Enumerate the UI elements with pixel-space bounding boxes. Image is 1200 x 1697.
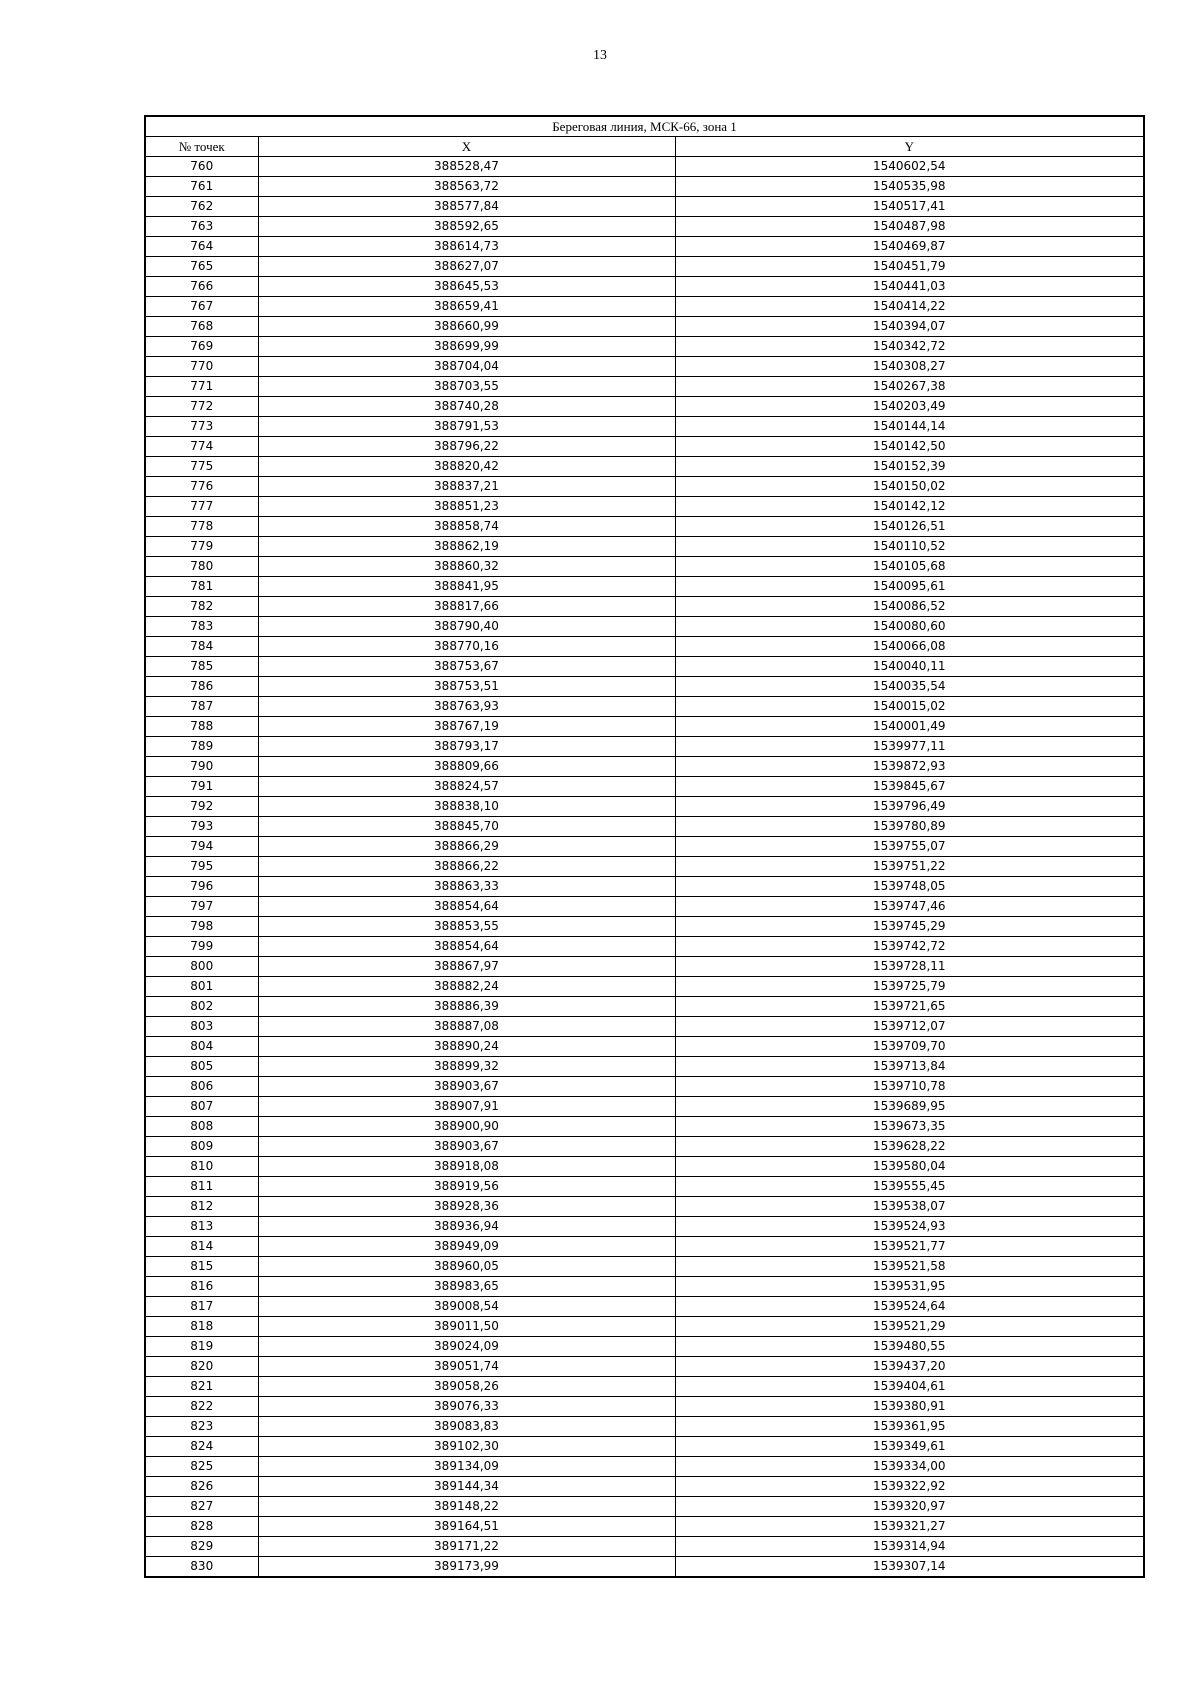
point-number-cell: 820 (145, 1357, 258, 1377)
y-coordinate-cell: 1540602,54 (675, 157, 1144, 177)
y-coordinate-cell: 1539742,72 (675, 937, 1144, 957)
point-number-cell: 784 (145, 637, 258, 657)
x-coordinate-cell: 389058,26 (258, 1377, 675, 1397)
point-number-cell: 764 (145, 237, 258, 257)
table-row (145, 1437, 1144, 1457)
point-number-cell: 825 (145, 1457, 258, 1477)
x-coordinate-cell: 388853,55 (258, 917, 675, 937)
y-coordinate-cell: 1539320,97 (675, 1497, 1144, 1517)
x-coordinate-cell: 388887,08 (258, 1017, 675, 1037)
point-number-cell: 782 (145, 597, 258, 617)
point-number-cell: 812 (145, 1197, 258, 1217)
x-coordinate-cell: 388886,39 (258, 997, 675, 1017)
y-coordinate-cell: 1539349,61 (675, 1437, 1144, 1457)
table-row (145, 1297, 1144, 1317)
y-coordinate-cell: 1540110,52 (675, 537, 1144, 557)
y-coordinate-cell: 1539531,95 (675, 1277, 1144, 1297)
point-number-cell: 792 (145, 797, 258, 817)
point-number-cell: 805 (145, 1057, 258, 1077)
y-coordinate-cell: 1539712,07 (675, 1017, 1144, 1037)
table-row (145, 1517, 1144, 1537)
point-number-cell: 806 (145, 1077, 258, 1097)
x-coordinate-cell: 388838,10 (258, 797, 675, 817)
table-row (145, 337, 1144, 357)
point-number-cell: 827 (145, 1497, 258, 1517)
y-coordinate-cell: 1539747,46 (675, 897, 1144, 917)
table-row (145, 637, 1144, 657)
table-row (145, 677, 1144, 697)
y-coordinate-cell: 1540469,87 (675, 237, 1144, 257)
point-number-cell: 830 (145, 1557, 258, 1578)
table-row (145, 1497, 1144, 1517)
point-number-cell: 769 (145, 337, 258, 357)
table-row (145, 277, 1144, 297)
point-number-cell: 790 (145, 757, 258, 777)
table-row (145, 657, 1144, 677)
coordinates-table (144, 115, 1145, 1578)
point-number-cell: 762 (145, 197, 258, 217)
x-coordinate-cell: 388862,19 (258, 537, 675, 557)
point-number-cell: 760 (145, 157, 258, 177)
table-row (145, 837, 1144, 857)
x-coordinate-cell: 388824,57 (258, 777, 675, 797)
y-coordinate-cell: 1539437,20 (675, 1357, 1144, 1377)
x-coordinate-cell: 388837,21 (258, 477, 675, 497)
y-coordinate-cell: 1540308,27 (675, 357, 1144, 377)
table-row (145, 177, 1144, 197)
y-coordinate-cell: 1539524,64 (675, 1297, 1144, 1317)
x-coordinate-cell: 388767,19 (258, 717, 675, 737)
y-coordinate-cell: 1539755,07 (675, 837, 1144, 857)
x-coordinate-cell: 388903,67 (258, 1077, 675, 1097)
table-row (145, 617, 1144, 637)
x-coordinate-cell: 388790,40 (258, 617, 675, 637)
point-number-cell: 821 (145, 1377, 258, 1397)
table-row (145, 1457, 1144, 1477)
x-coordinate-cell: 388960,05 (258, 1257, 675, 1277)
x-coordinate-cell: 388867,97 (258, 957, 675, 977)
point-number-cell: 787 (145, 697, 258, 717)
x-coordinate-cell: 389008,54 (258, 1297, 675, 1317)
table-row (145, 797, 1144, 817)
table-row (145, 917, 1144, 937)
y-coordinate-cell: 1540040,11 (675, 657, 1144, 677)
x-coordinate-cell: 388660,99 (258, 317, 675, 337)
x-coordinate-cell: 388928,36 (258, 1197, 675, 1217)
x-coordinate-cell: 388659,41 (258, 297, 675, 317)
x-coordinate-cell: 388577,84 (258, 197, 675, 217)
point-number-cell: 824 (145, 1437, 258, 1457)
y-coordinate-cell: 1539728,11 (675, 957, 1144, 977)
table-row (145, 937, 1144, 957)
point-number-cell: 781 (145, 577, 258, 597)
y-coordinate-cell: 1539361,95 (675, 1417, 1144, 1437)
y-coordinate-cell: 1540267,38 (675, 377, 1144, 397)
table-row (145, 217, 1144, 237)
x-coordinate-cell: 389083,83 (258, 1417, 675, 1437)
x-coordinate-cell: 388614,73 (258, 237, 675, 257)
x-coordinate-cell: 388528,47 (258, 157, 675, 177)
x-coordinate-cell: 388866,29 (258, 837, 675, 857)
y-coordinate-cell: 1540001,49 (675, 717, 1144, 737)
y-coordinate-cell: 1539555,45 (675, 1177, 1144, 1197)
x-coordinate-cell: 388699,99 (258, 337, 675, 357)
table-row (145, 1237, 1144, 1257)
table-row (145, 1557, 1144, 1578)
x-coordinate-cell: 388645,53 (258, 277, 675, 297)
table-row (145, 1197, 1144, 1217)
y-coordinate-cell: 1539673,35 (675, 1117, 1144, 1137)
point-number-cell: 767 (145, 297, 258, 317)
point-number-cell: 793 (145, 817, 258, 837)
table-row (145, 717, 1144, 737)
y-coordinate-cell: 1540414,22 (675, 297, 1144, 317)
table-row (145, 517, 1144, 537)
table-row (145, 1337, 1144, 1357)
y-coordinate-cell: 1540066,08 (675, 637, 1144, 657)
y-coordinate-cell: 1539521,77 (675, 1237, 1144, 1257)
point-number-cell: 794 (145, 837, 258, 857)
table-row (145, 237, 1144, 257)
point-number-cell: 774 (145, 437, 258, 457)
table-row (145, 417, 1144, 437)
y-coordinate-cell: 1539307,14 (675, 1557, 1144, 1578)
y-coordinate-cell: 1539845,67 (675, 777, 1144, 797)
y-coordinate-cell: 1540535,98 (675, 177, 1144, 197)
point-number-cell: 778 (145, 517, 258, 537)
point-number-cell: 815 (145, 1257, 258, 1277)
x-coordinate-cell: 388882,24 (258, 977, 675, 997)
y-coordinate-cell: 1540035,54 (675, 677, 1144, 697)
table-row (145, 597, 1144, 617)
y-coordinate-cell: 1540342,72 (675, 337, 1144, 357)
x-coordinate-cell: 388983,65 (258, 1277, 675, 1297)
table-row (145, 457, 1144, 477)
table-row (145, 1117, 1144, 1137)
y-coordinate-cell: 1539721,65 (675, 997, 1144, 1017)
y-coordinate-cell: 1540487,98 (675, 217, 1144, 237)
point-number-cell: 799 (145, 937, 258, 957)
x-coordinate-cell: 388890,24 (258, 1037, 675, 1057)
point-number-cell: 797 (145, 897, 258, 917)
x-coordinate-cell: 388763,93 (258, 697, 675, 717)
point-number-cell: 818 (145, 1317, 258, 1337)
y-coordinate-cell: 1539334,00 (675, 1457, 1144, 1477)
y-coordinate-cell: 1539538,07 (675, 1197, 1144, 1217)
table-row (145, 1137, 1144, 1157)
y-coordinate-cell: 1539780,89 (675, 817, 1144, 837)
y-coordinate-cell: 1540142,12 (675, 497, 1144, 517)
point-number-cell: 819 (145, 1337, 258, 1357)
x-coordinate-cell: 389171,22 (258, 1537, 675, 1557)
y-coordinate-cell: 1539314,94 (675, 1537, 1144, 1557)
y-coordinate-cell: 1539521,29 (675, 1317, 1144, 1337)
point-number-cell: 770 (145, 357, 258, 377)
x-coordinate-cell: 388592,65 (258, 217, 675, 237)
x-coordinate-cell: 388841,95 (258, 577, 675, 597)
point-number-cell: 773 (145, 417, 258, 437)
table-row (145, 1417, 1144, 1437)
point-number-cell: 763 (145, 217, 258, 237)
x-coordinate-cell: 388854,64 (258, 897, 675, 917)
x-coordinate-cell: 388809,66 (258, 757, 675, 777)
point-number-cell: 807 (145, 1097, 258, 1117)
x-coordinate-cell: 389076,33 (258, 1397, 675, 1417)
x-coordinate-cell: 388919,56 (258, 1177, 675, 1197)
table-row (145, 297, 1144, 317)
y-coordinate-cell: 1540394,07 (675, 317, 1144, 337)
table-row (145, 1277, 1144, 1297)
table-row (145, 977, 1144, 997)
y-coordinate-cell: 1540105,68 (675, 557, 1144, 577)
x-coordinate-cell: 388900,90 (258, 1117, 675, 1137)
x-coordinate-cell: 388899,32 (258, 1057, 675, 1077)
x-coordinate-cell: 388949,09 (258, 1237, 675, 1257)
point-number-cell: 786 (145, 677, 258, 697)
point-number-cell: 765 (145, 257, 258, 277)
x-coordinate-cell: 388866,22 (258, 857, 675, 877)
x-coordinate-cell: 388851,23 (258, 497, 675, 517)
x-coordinate-cell: 388770,16 (258, 637, 675, 657)
point-number-cell: 802 (145, 997, 258, 1017)
y-coordinate-cell: 1539321,27 (675, 1517, 1144, 1537)
x-coordinate-cell: 388704,04 (258, 357, 675, 377)
table-body (145, 157, 1144, 1578)
x-coordinate-cell: 389051,74 (258, 1357, 675, 1377)
point-number-cell: 817 (145, 1297, 258, 1317)
x-coordinate-cell: 388907,91 (258, 1097, 675, 1117)
x-coordinate-cell: 388820,42 (258, 457, 675, 477)
x-coordinate-cell: 389024,09 (258, 1337, 675, 1357)
x-coordinate-cell: 388854,64 (258, 937, 675, 957)
y-coordinate-cell: 1540080,60 (675, 617, 1144, 637)
point-number-cell: 800 (145, 957, 258, 977)
x-coordinate-cell: 388860,32 (258, 557, 675, 577)
table-row (145, 377, 1144, 397)
point-number-cell: 803 (145, 1017, 258, 1037)
point-number-cell: 783 (145, 617, 258, 637)
table-row (145, 737, 1144, 757)
table-row (145, 437, 1144, 457)
x-coordinate-cell: 388918,08 (258, 1157, 675, 1177)
y-coordinate-cell: 1540150,02 (675, 477, 1144, 497)
table-row (145, 1077, 1144, 1097)
x-coordinate-cell: 388796,22 (258, 437, 675, 457)
y-coordinate-cell: 1540203,49 (675, 397, 1144, 417)
y-coordinate-cell: 1539524,93 (675, 1217, 1144, 1237)
x-coordinate-cell: 389102,30 (258, 1437, 675, 1457)
x-coordinate-cell: 388817,66 (258, 597, 675, 617)
point-number-cell: 796 (145, 877, 258, 897)
table-row (145, 1217, 1144, 1237)
point-number-cell: 798 (145, 917, 258, 937)
x-coordinate-cell: 389144,34 (258, 1477, 675, 1497)
point-number-cell: 808 (145, 1117, 258, 1137)
y-coordinate-cell: 1540015,02 (675, 697, 1144, 717)
y-coordinate-cell: 1540152,39 (675, 457, 1144, 477)
y-coordinate-cell: 1540441,03 (675, 277, 1144, 297)
point-number-cell: 822 (145, 1397, 258, 1417)
point-number-cell: 828 (145, 1517, 258, 1537)
point-number-cell: 780 (145, 557, 258, 577)
point-number-cell: 768 (145, 317, 258, 337)
table-row (145, 1537, 1144, 1557)
x-coordinate-cell: 388753,67 (258, 657, 675, 677)
table-row (145, 1157, 1144, 1177)
table-row (145, 697, 1144, 717)
y-coordinate-cell: 1539404,61 (675, 1377, 1144, 1397)
x-coordinate-cell: 388936,94 (258, 1217, 675, 1237)
column-header-x: X (258, 137, 675, 157)
x-coordinate-cell: 388703,55 (258, 377, 675, 397)
point-number-cell: 789 (145, 737, 258, 757)
x-coordinate-cell: 389011,50 (258, 1317, 675, 1337)
table-row (145, 537, 1144, 557)
table-row (145, 1257, 1144, 1277)
point-number-cell: 826 (145, 1477, 258, 1497)
table-row (145, 857, 1144, 877)
table-row (145, 157, 1144, 177)
point-number-cell: 814 (145, 1237, 258, 1257)
y-coordinate-cell: 1539748,05 (675, 877, 1144, 897)
y-coordinate-cell: 1539725,79 (675, 977, 1144, 997)
table-row (145, 1037, 1144, 1057)
point-number-cell: 809 (145, 1137, 258, 1157)
y-coordinate-cell: 1539480,55 (675, 1337, 1144, 1357)
x-coordinate-cell: 388793,17 (258, 737, 675, 757)
point-number-cell: 804 (145, 1037, 258, 1057)
point-number-cell: 811 (145, 1177, 258, 1197)
point-number-cell: 801 (145, 977, 258, 997)
point-number-cell: 779 (145, 537, 258, 557)
x-coordinate-cell: 388791,53 (258, 417, 675, 437)
point-number-cell: 785 (145, 657, 258, 677)
table-row (145, 197, 1144, 217)
y-coordinate-cell: 1539380,91 (675, 1397, 1144, 1417)
point-number-cell: 775 (145, 457, 258, 477)
point-number-cell: 771 (145, 377, 258, 397)
table-row (145, 257, 1144, 277)
table-row (145, 357, 1144, 377)
y-coordinate-cell: 1539745,29 (675, 917, 1144, 937)
point-number-cell: 813 (145, 1217, 258, 1237)
y-coordinate-cell: 1540451,79 (675, 257, 1144, 277)
table-row (145, 997, 1144, 1017)
table-row (145, 897, 1144, 917)
x-coordinate-cell: 389134,09 (258, 1457, 675, 1477)
y-coordinate-cell: 1540142,50 (675, 437, 1144, 457)
table-row (145, 317, 1144, 337)
y-coordinate-cell: 1540086,52 (675, 597, 1144, 617)
table-row (145, 757, 1144, 777)
point-number-cell: 816 (145, 1277, 258, 1297)
x-coordinate-cell: 388753,51 (258, 677, 675, 697)
y-coordinate-cell: 1539710,78 (675, 1077, 1144, 1097)
y-coordinate-cell: 1539796,49 (675, 797, 1144, 817)
y-coordinate-cell: 1539580,04 (675, 1157, 1144, 1177)
table-row (145, 1317, 1144, 1337)
table-row (145, 1057, 1144, 1077)
table-row (145, 1017, 1144, 1037)
point-number-cell: 823 (145, 1417, 258, 1437)
table-row (145, 877, 1144, 897)
table-row (145, 477, 1144, 497)
y-coordinate-cell: 1539709,70 (675, 1037, 1144, 1057)
table-row (145, 497, 1144, 517)
point-number-cell: 766 (145, 277, 258, 297)
point-number-cell: 776 (145, 477, 258, 497)
y-coordinate-cell: 1539322,92 (675, 1477, 1144, 1497)
x-coordinate-cell: 388858,74 (258, 517, 675, 537)
point-number-cell: 788 (145, 717, 258, 737)
x-coordinate-cell: 389164,51 (258, 1517, 675, 1537)
y-coordinate-cell: 1540095,61 (675, 577, 1144, 597)
y-coordinate-cell: 1539977,11 (675, 737, 1144, 757)
table-row (145, 957, 1144, 977)
y-coordinate-cell: 1539713,84 (675, 1057, 1144, 1077)
point-number-cell: 810 (145, 1157, 258, 1177)
point-number-cell: 772 (145, 397, 258, 417)
y-coordinate-cell: 1539689,95 (675, 1097, 1144, 1117)
table-row (145, 1377, 1144, 1397)
x-coordinate-cell: 389173,99 (258, 1557, 675, 1578)
table-row (145, 1397, 1144, 1417)
column-header-y: Y (675, 137, 1144, 157)
x-coordinate-cell: 389148,22 (258, 1497, 675, 1517)
y-coordinate-cell: 1539628,22 (675, 1137, 1144, 1157)
table-row (145, 1177, 1144, 1197)
point-number-cell: 795 (145, 857, 258, 877)
x-coordinate-cell: 388863,33 (258, 877, 675, 897)
table-caption: Береговая линия, МСК-66, зона 1 (145, 116, 1144, 137)
point-number-cell: 761 (145, 177, 258, 197)
x-coordinate-cell: 388740,28 (258, 397, 675, 417)
x-coordinate-cell: 388845,70 (258, 817, 675, 837)
table-row (145, 1097, 1144, 1117)
table-row (145, 577, 1144, 597)
page-number: 13 (593, 48, 607, 63)
y-coordinate-cell: 1539872,93 (675, 757, 1144, 777)
y-coordinate-cell: 1539521,58 (675, 1257, 1144, 1277)
table-row (145, 817, 1144, 837)
y-coordinate-cell: 1540144,14 (675, 417, 1144, 437)
table-row (145, 557, 1144, 577)
y-coordinate-cell: 1539751,22 (675, 857, 1144, 877)
y-coordinate-cell: 1540517,41 (675, 197, 1144, 217)
point-number-cell: 777 (145, 497, 258, 517)
column-header-point-number: № точек (145, 137, 258, 157)
point-number-cell: 829 (145, 1537, 258, 1557)
table-row (145, 1357, 1144, 1377)
table-row (145, 397, 1144, 417)
x-coordinate-cell: 388563,72 (258, 177, 675, 197)
y-coordinate-cell: 1540126,51 (675, 517, 1144, 537)
x-coordinate-cell: 388627,07 (258, 257, 675, 277)
point-number-cell: 791 (145, 777, 258, 797)
table-row (145, 1477, 1144, 1497)
x-coordinate-cell: 388903,67 (258, 1137, 675, 1157)
table-row (145, 777, 1144, 797)
